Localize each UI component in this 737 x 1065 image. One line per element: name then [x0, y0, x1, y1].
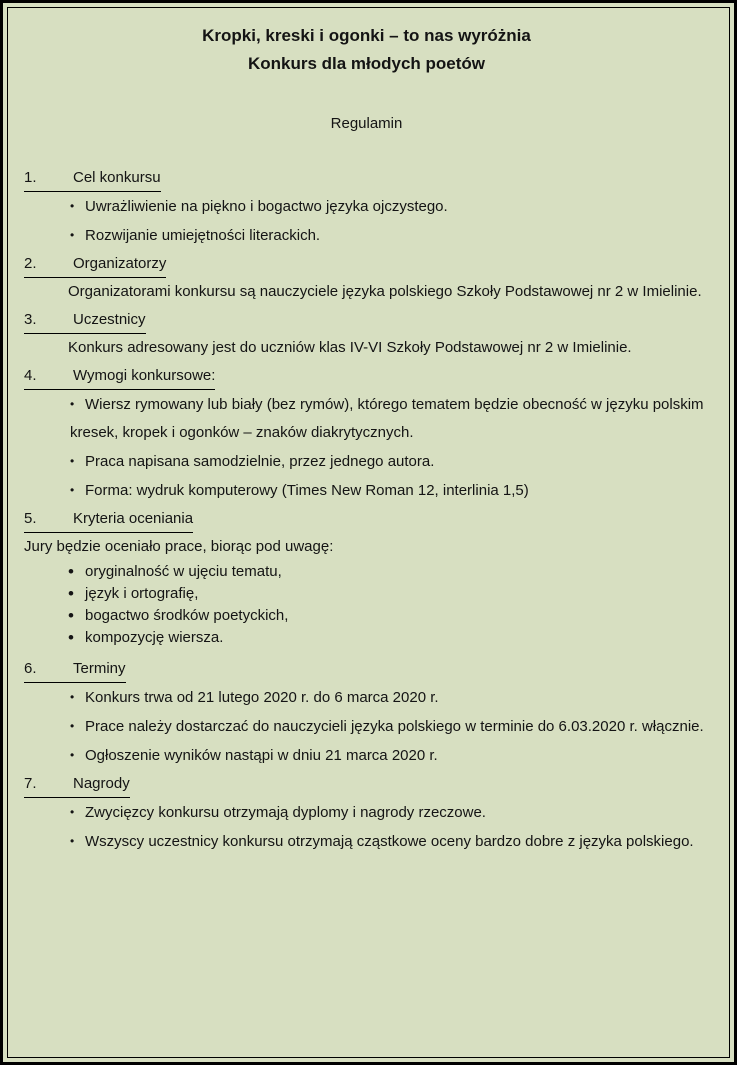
bullet-item [70, 476, 709, 505]
bullet-item [70, 192, 709, 221]
section-header-2 [24, 250, 709, 278]
document-content [8, 22, 729, 856]
bullet-text: Praca napisana samodzielnie, przez jednego autora. [85, 453, 435, 470]
section-title: Cel konkursu [73, 169, 161, 186]
bullet-item [70, 390, 709, 447]
section-title: Nagrody [73, 775, 130, 792]
section-header-4 [24, 362, 709, 390]
criteria-text: bogactwo środków poetyckich, [85, 607, 289, 624]
criteria-intro: Jury będzie oceniało prace, biorąc pod uwagę: [24, 538, 334, 555]
bullet-icon: • [70, 397, 75, 411]
bullet-icon: • [68, 606, 74, 625]
bullet-icon: • [70, 805, 75, 819]
bullet-text: Forma: wydruk komputerowy (Times New Roman 12, interlinia 1,5) [85, 482, 529, 499]
section-header-1 [24, 164, 709, 192]
bullet-icon: • [68, 584, 74, 603]
section-number: 2. [24, 255, 37, 272]
section-number: 6. [24, 660, 37, 677]
section-number: 4. [24, 367, 37, 384]
bullet-text: Konkurs trwa od 21 lutego 2020 r. do 6 marca 2020 r. [85, 689, 439, 706]
bullet-item [70, 683, 709, 712]
bullet-icon: • [70, 719, 75, 733]
bullet-icon: • [70, 454, 75, 468]
bullet-icon: • [70, 690, 75, 704]
bullet-text: Uwrażliwienie na piękno i bogactwo języka ojczystego. [85, 198, 448, 215]
criteria-text: język i ortografię, [85, 585, 199, 602]
criteria-item [68, 583, 709, 605]
bullet-item [70, 712, 709, 741]
bullet-item [70, 447, 709, 476]
section-title: Organizatorzy [73, 255, 167, 272]
section-paragraph: Konkurs adresowany jest do uczniów klas IV-VI Szkoły Podstawowej nr 2 w Imielinie. [68, 339, 632, 356]
bullet-item [70, 827, 709, 856]
bullet-text: Wiersz rymowany lub biały (bez rymów), którego tematem będzie obecność w języku polskim kresek, kropek i ogonków – znaków diakrytycznych. [70, 396, 704, 441]
bullet-icon: • [70, 748, 75, 762]
section-number: 3. [24, 311, 37, 328]
bullet-icon: • [70, 483, 75, 497]
section-title: Terminy [73, 660, 126, 677]
section-paragraph: Organizatorami konkursu są nauczyciele języka polskiego Szkoły Podstawowej nr 2 w Imielinie. [68, 283, 702, 300]
section-number: 5. [24, 510, 37, 527]
bullet-icon: • [70, 199, 75, 213]
document-subtitle: Regulamin [330, 115, 403, 132]
section-number: 1. [24, 169, 37, 186]
criteria-item [68, 627, 709, 649]
criteria-text: oryginalność w ujęciu tematu, [85, 563, 282, 580]
document-border [7, 7, 730, 1058]
section-header-7 [24, 770, 709, 798]
section-number: 7. [24, 775, 37, 792]
section-title: Wymogi konkursowe: [73, 367, 216, 384]
bullet-item [70, 798, 709, 827]
bullet-text: Zwycięzcy konkursu otrzymają dyplomy i nagrody rzeczowe. [85, 804, 486, 821]
document-title-line-2: Konkurs dla młodych poetów [247, 54, 486, 73]
bullet-text: Rozwijanie umiejętności literackich. [85, 227, 321, 244]
section-header-3 [24, 306, 709, 334]
section-header-6 [24, 655, 709, 683]
section-title: Uczestnicy [73, 311, 146, 328]
bullet-text: Prace należy dostarczać do nauczycieli języka polskiego w terminie do 6.03.2020 r. włącznie. [85, 718, 704, 735]
criteria-text: kompozycję wiersza. [85, 629, 224, 646]
bullet-icon: • [70, 834, 75, 848]
document-title-line-1: Kropki, kreski i ogonki – to nas wyróżnia [202, 26, 531, 45]
bullet-item [70, 741, 709, 770]
sections [24, 164, 709, 856]
criteria-item [68, 605, 709, 627]
bullet-text: Ogłoszenie wyników nastąpi w dniu 21 marca 2020 r. [85, 747, 438, 764]
section-header-5 [24, 505, 709, 533]
bullet-icon: • [68, 562, 74, 581]
bullet-icon: • [68, 628, 74, 647]
criteria-list [68, 561, 709, 649]
section-title: Kryteria oceniania [73, 510, 194, 527]
bullet-icon: • [70, 228, 75, 242]
bullet-item [70, 221, 709, 250]
criteria-item [68, 561, 709, 583]
bullet-text: Wszyscy uczestnicy konkursu otrzymają cząstkowe oceny bardzo dobre z języka polskiego. [85, 833, 694, 850]
